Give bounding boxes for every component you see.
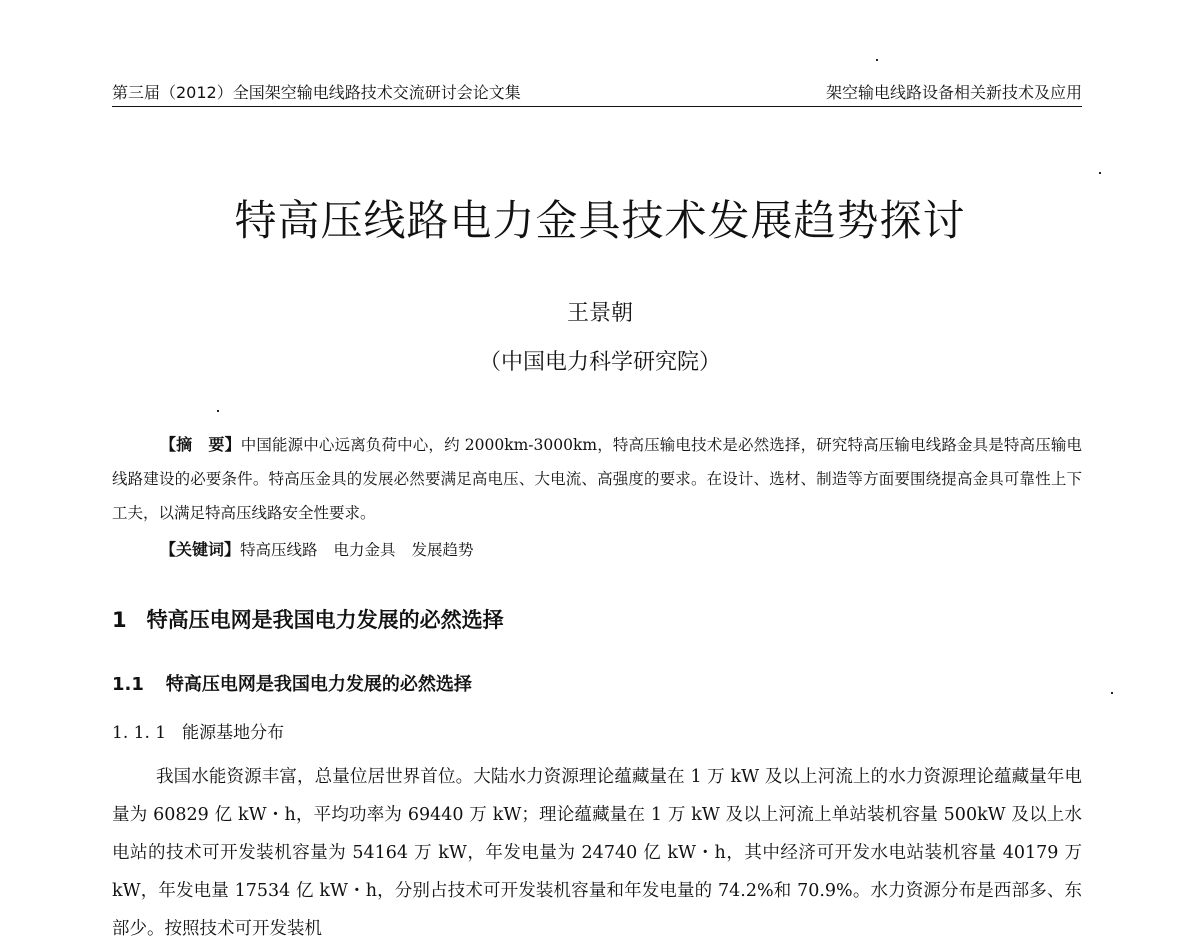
abstract-text: 中国能源中心远离负荷中心，约 2000km-3000km，特高压输电技术是必然选择，研究特高压输电线路金具是特高压输电线路建设的必要条件。特高压金具的发展必然要满足高电压、大电流、高强度的要求。在设计、选材、制造等方面要围绕提高金具可靠性上下工夫，以满足特高压线路安全性要求。 bbox=[112, 436, 1082, 522]
author-affiliation: （中国电力科学研究院） bbox=[478, 350, 721, 375]
keyword: 发展趋势 bbox=[411, 541, 474, 559]
section-title: 特高压电网是我国电力发展的必然选择 bbox=[146, 608, 504, 632]
keywords-label: 【关键词】 bbox=[160, 540, 241, 559]
subsection-number: 1.1 bbox=[112, 674, 144, 695]
subsubsection-number: 1. 1. 1 bbox=[112, 723, 167, 743]
abstract bbox=[112, 428, 1082, 530]
scan-speck bbox=[217, 410, 219, 412]
section-number: 1 bbox=[112, 608, 127, 632]
keyword: 电力金具 bbox=[333, 541, 396, 559]
subsection-heading bbox=[112, 670, 472, 696]
subsubsection-heading bbox=[112, 718, 284, 743]
header-proceedings-title: 第三届（2012）全国架空输电线路技术交流研讨会论文集 bbox=[112, 83, 521, 102]
paper-title: 特高压线路电力金具技术发展趋势探讨 bbox=[234, 196, 966, 245]
header-section-title: 架空输电线路设备相关新技术及应用 bbox=[825, 83, 1082, 102]
keywords bbox=[160, 537, 490, 560]
section-heading bbox=[112, 604, 504, 634]
body-paragraph: 我国水能资源丰富，总量位居世界首位。大陆水力资源理论蕴藏量在 1 万 kW 及以上河流上的水力资源理论蕴藏量年电量为 60829 亿 kW・h，平均功率为 69440 万 kW；理论蕴藏量在 1 万 kW 及以上河流上单站装机容量 500kW 及以上水电站的技术可开发装机容量为 54164 万 kW，年发电量为 24740 亿 kW・h，其中经济可开发水电站装机容量 40179 万 kW，年发电量 17534 亿 kW・h，分别占技术可开发装机容量和年发电量的 74.2%和 70.9%。水力资源分布是西部多、东部少。按照技术可开发装机 bbox=[112, 767, 1082, 939]
subsection-title: 特高压电网是我国电力发展的必然选择 bbox=[165, 674, 472, 695]
subsubsection-title: 能源基地分布 bbox=[182, 723, 285, 743]
author-name: 王景朝 bbox=[566, 301, 633, 326]
scan-speck bbox=[876, 59, 878, 61]
scan-speck bbox=[1099, 172, 1101, 174]
running-header bbox=[112, 78, 1082, 107]
scan-speck bbox=[1111, 692, 1113, 694]
keyword: 特高压线路 bbox=[240, 541, 318, 559]
abstract-label: 【摘 要】 bbox=[160, 435, 241, 454]
